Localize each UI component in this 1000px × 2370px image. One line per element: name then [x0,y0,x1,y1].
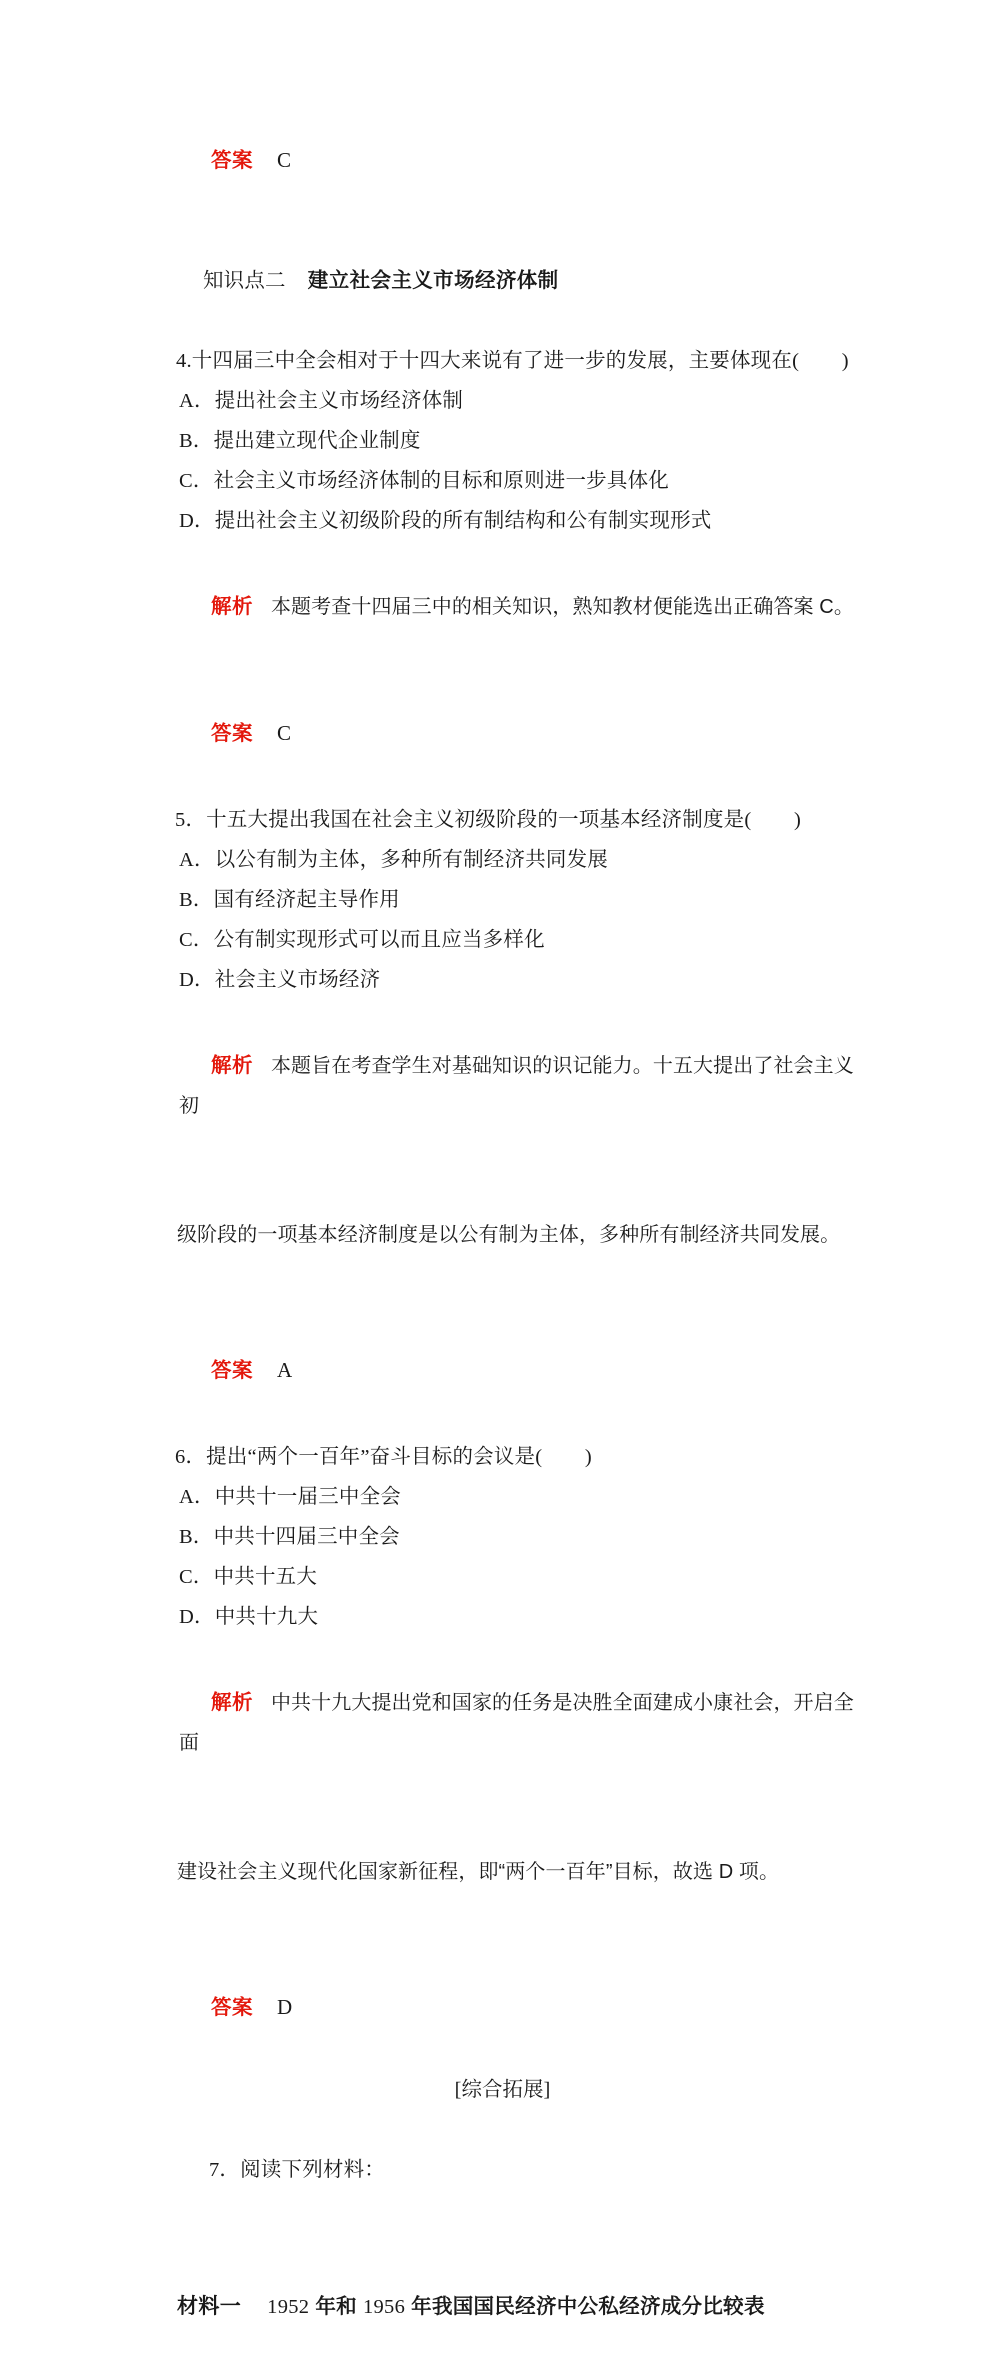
option-text: C．社会主义市场经济体制的目标和原则进一步具体化 [179,470,669,492]
section-divider-text: [综合拓展] [454,2079,551,2101]
question-text: 阅读下列材料： [240,2159,386,2181]
option-text: B．提出建立现代企业制度 [179,430,421,452]
question-stem [145,800,860,840]
option-text: D．社会主义市场经济 [179,969,381,991]
answer-line [145,1310,860,1431]
option-item [145,461,860,501]
question-number: 7． [208,2159,241,2181]
question-text: 提出“两个一百年”奋斗目标的会议是( ) [206,1446,592,1468]
knowledge-point-label: 知识点二 [202,270,286,292]
knowledge-point-heading [145,221,860,341]
option-text: A．中共十一届三中全会 [179,1486,402,1508]
question-text: 十四届三中全会相对于十四大来说有了进一步的发展，主要体现在( ) [191,350,849,372]
option-item [145,501,860,541]
material-label: 材料一 [176,2295,242,2318]
option-item [145,960,860,1000]
analysis-text: 级阶段的一项基本经济制度是以公有制为主体，多种所有制经济共同发展。 [176,1224,841,1246]
material-year-start: 1952 [267,2296,310,2318]
analysis-label: 解析 [210,1054,253,1077]
analysis-line [145,1643,860,1803]
option-item [145,421,860,461]
analysis-line [145,547,860,667]
option-item [145,1477,860,1517]
option-item [145,880,860,920]
option-item [145,840,860,880]
option-text: D．提出社会主义初级阶段的所有制结构和公有制实现形式 [179,510,712,532]
answer-label: 答案 [210,1996,253,2019]
answer-label: 答案 [210,149,253,172]
material-text-tail: 年我国国民经济中公私经济成分比较表 [405,2295,765,2318]
analysis-text: 中共十九大提出党和国家的任务是决胜全面建成小康社会，开启全面 [179,1692,854,1754]
answer-value: C [276,148,292,172]
answer-line [145,1947,860,2068]
knowledge-point-title: 建立社会主义市场经济体制 [307,269,559,292]
answer-label: 答案 [210,1359,253,1382]
question-number: 4. [176,350,192,372]
option-item [145,1557,860,1597]
question-text: 十五大提出我国在社会主义初级阶段的一项基本经济制度是( ) [206,809,802,831]
material-text-mid: 年和 [309,2295,363,2318]
analysis-text: 本题旨在考查学生对基础知识的识记能力。十五大提出了社会主义初 [179,1055,854,1117]
analysis-line-continued [145,1803,860,1941]
answer-value: D [276,1995,293,2019]
option-item [145,1517,860,1557]
analysis-line [145,1006,860,1166]
top-answer-line [145,100,860,221]
option-item [145,920,860,960]
analysis-text: 建设社会主义现代化国家新征程，即“两个一百年”目标，故选 D 项。 [176,1861,780,1883]
analysis-line-continued [145,1166,860,1304]
question-stem [145,341,860,381]
question-stem [145,2110,860,2230]
option-item [145,1597,860,1637]
option-item [145,381,860,421]
material-year-end: 1956 [362,2296,406,2318]
option-text: C．公有制实现形式可以而且应当多样化 [179,929,545,951]
option-text: B．中共十四届三中全会 [179,1526,400,1548]
analysis-label: 解析 [210,595,253,618]
material-one-line [145,2244,860,2370]
question-stem [145,1437,860,1477]
answer-label: 答案 [210,722,253,745]
option-text: D．中共十九大 [179,1606,319,1628]
analysis-label: 解析 [210,1691,253,1714]
question-number: 5． [175,809,207,831]
analysis-text: 本题考查十四届三中的相关知识，熟知教材便能选出正确答案 C。 [270,596,854,618]
question-number: 6． [175,1446,207,1468]
answer-value: C [276,721,292,745]
answer-line [145,673,860,794]
section-divider-label [145,2070,860,2110]
answer-value: A [276,1358,293,1382]
option-text: A．以公有制为主体，多种所有制经济共同发展 [179,849,609,871]
option-text: A．提出社会主义市场经济体制 [179,390,464,412]
option-text: B．国有经济起主导作用 [179,889,400,911]
document-content [145,100,860,2370]
option-text: C．中共十五大 [179,1566,318,1588]
